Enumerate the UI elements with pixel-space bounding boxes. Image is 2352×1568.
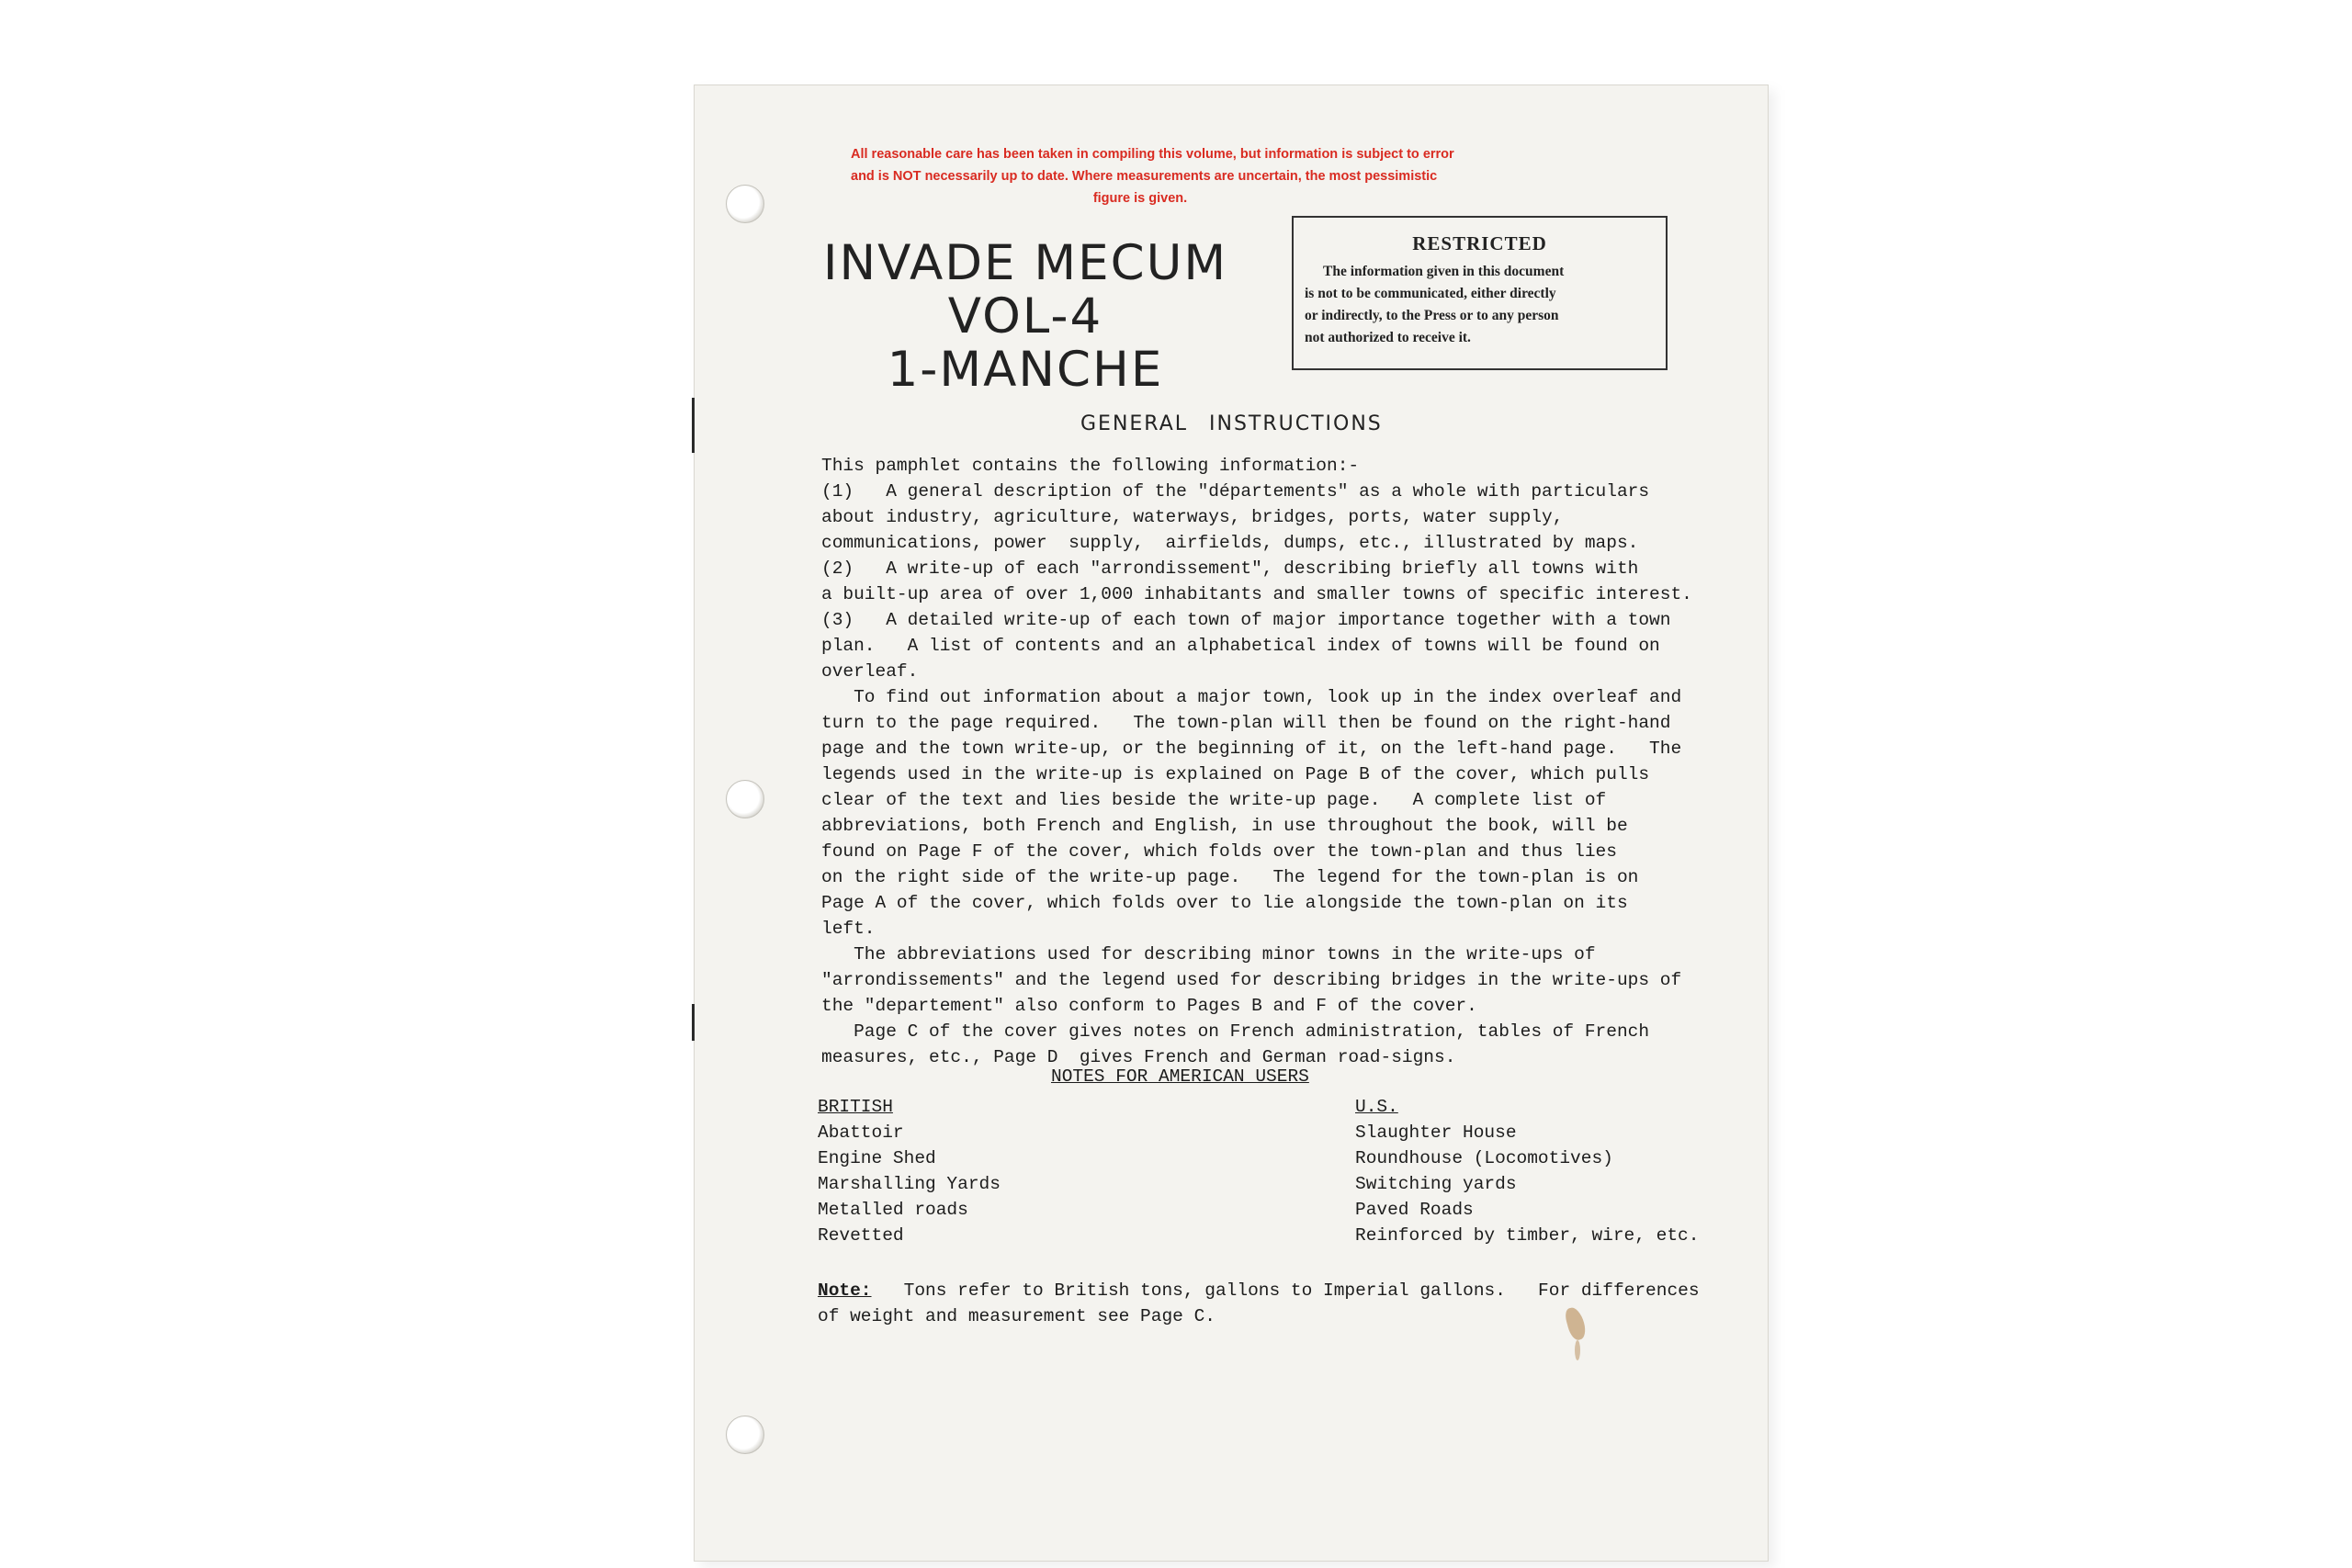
note-label: Note: — [818, 1280, 872, 1301]
restricted-text — [1305, 261, 1655, 349]
spine-mark — [692, 1004, 695, 1041]
restricted-line: The information given in this document — [1323, 264, 1565, 279]
note-text: Tons refer to British tons, gallons to Imperial gallons. For differences — [871, 1280, 1700, 1301]
section-heading: GENERAL INSTRUCTIONS — [1080, 412, 1383, 435]
title-line: INVADE MECUM — [822, 235, 1228, 291]
punch-hole-bottom — [726, 1416, 764, 1454]
us-term: Paved Roads — [1355, 1200, 1474, 1220]
british-term: Revetted — [818, 1225, 904, 1246]
body-line: (2) A write-up of each "arrondissement", describing briefly all towns with — [821, 558, 1639, 579]
restricted-heading: RESTRICTED — [1412, 232, 1547, 254]
british-term: Engine Shed — [818, 1148, 936, 1168]
body-line: turn to the page required. The town-plan will then be found on the right-hand — [821, 713, 1671, 733]
punch-hole-middle — [726, 780, 764, 818]
punch-hole-top — [726, 185, 764, 223]
us-heading: U.S. — [1355, 1097, 1398, 1117]
body-line: page and the town write-up, or the beginning of it, on the left-hand page. The — [821, 739, 1682, 759]
notes-heading: NOTES FOR AMERICAN USERS — [1051, 1066, 1309, 1087]
body-line: left. — [821, 919, 876, 939]
body-line: plan. A list of contents and an alphabetical index of towns will be found on — [821, 636, 1660, 656]
restricted-line: not authorized to receive it. — [1305, 330, 1471, 345]
body-line: communications, power supply, airfields, dumps, etc., illustrated by maps. — [821, 533, 1639, 553]
body-line: about industry, agriculture, waterways, bridges, ports, water supply, — [821, 507, 1564, 527]
us-term: Switching yards — [1355, 1174, 1517, 1194]
body-line: legends used in the write-up is explained on Page B of the cover, which pulls — [821, 764, 1650, 784]
body-line: This pamphlet contains the following information:- — [821, 456, 1360, 476]
british-term: Marshalling Yards — [818, 1174, 1001, 1194]
title-line: 1-MANCHE — [887, 342, 1164, 398]
body-line: found on Page F of the cover, which folds over the town-plan and thus lies — [821, 841, 1617, 862]
body-line: "arrondissements" and the legend used for describing bridges in the write-ups of — [821, 970, 1682, 990]
pamphlet-page — [694, 85, 1769, 1562]
title-line: VOL-4 — [947, 288, 1103, 344]
body-line: The abbreviations used for describing minor towns in the write-ups of — [821, 944, 1596, 964]
body-line: on the right side of the write-up page. The legend for the town-plan is on — [821, 867, 1639, 887]
body-line: Page C of the cover gives notes on French administration, tables of French — [821, 1021, 1650, 1042]
british-term: Abattoir — [818, 1122, 904, 1143]
body-line: To find out information about a major town, look up in the index overleaf and — [821, 687, 1682, 707]
us-term: Slaughter House — [1355, 1122, 1517, 1143]
spine-mark — [692, 398, 695, 453]
body-line: overleaf. — [821, 661, 919, 682]
body-line: clear of the text and lies beside the write-up page. A complete list of — [821, 790, 1607, 810]
us-term: Reinforced by timber, wire, etc. — [1355, 1225, 1700, 1246]
british-column — [818, 1094, 1001, 1248]
document-title — [814, 237, 1237, 397]
note-text: of weight and measurement see Page C. — [818, 1306, 1216, 1326]
restricted-line: or indirectly, to the Press or to any person — [1305, 308, 1559, 323]
disclaimer-line: All reasonable care has been taken in compiling this volume, but information is subject to error — [851, 147, 1454, 162]
body-line: the "departement" also conform to Pages B and F of the cover. — [821, 996, 1477, 1016]
disclaimer-line: figure is given. — [1092, 191, 1188, 206]
disclaimer-line: and is NOT necessarily up to date. Where measurements are uncertain, the most pessimistic — [851, 169, 1438, 184]
restricted-box — [1292, 216, 1668, 370]
body-line: a built-up area of over 1,000 inhabitants and smaller towns of specific interest. — [821, 584, 1692, 604]
restricted-line: is not to be communicated, either directly — [1305, 286, 1556, 301]
body-line: measures, etc., Page D gives French and German road-signs. — [821, 1047, 1456, 1067]
us-column — [1355, 1094, 1699, 1248]
body-line: abbreviations, both French and English, in use throughout the book, will be — [821, 816, 1628, 836]
paper-stain — [1575, 1340, 1580, 1360]
us-term: Roundhouse (Locomotives) — [1355, 1148, 1613, 1168]
body-line: Page A of the cover, which folds over to lie alongside the town-plan on its — [821, 893, 1628, 913]
instructions-body — [821, 453, 1749, 1070]
british-heading: BRITISH — [818, 1097, 893, 1117]
disclaimer-notice — [851, 143, 1454, 209]
body-line: (3) A detailed write-up of each town of major importance together with a town — [821, 610, 1671, 630]
body-line: (1) A general description of the "départements" as a whole with particulars — [821, 481, 1650, 502]
british-term: Metalled roads — [818, 1200, 968, 1220]
